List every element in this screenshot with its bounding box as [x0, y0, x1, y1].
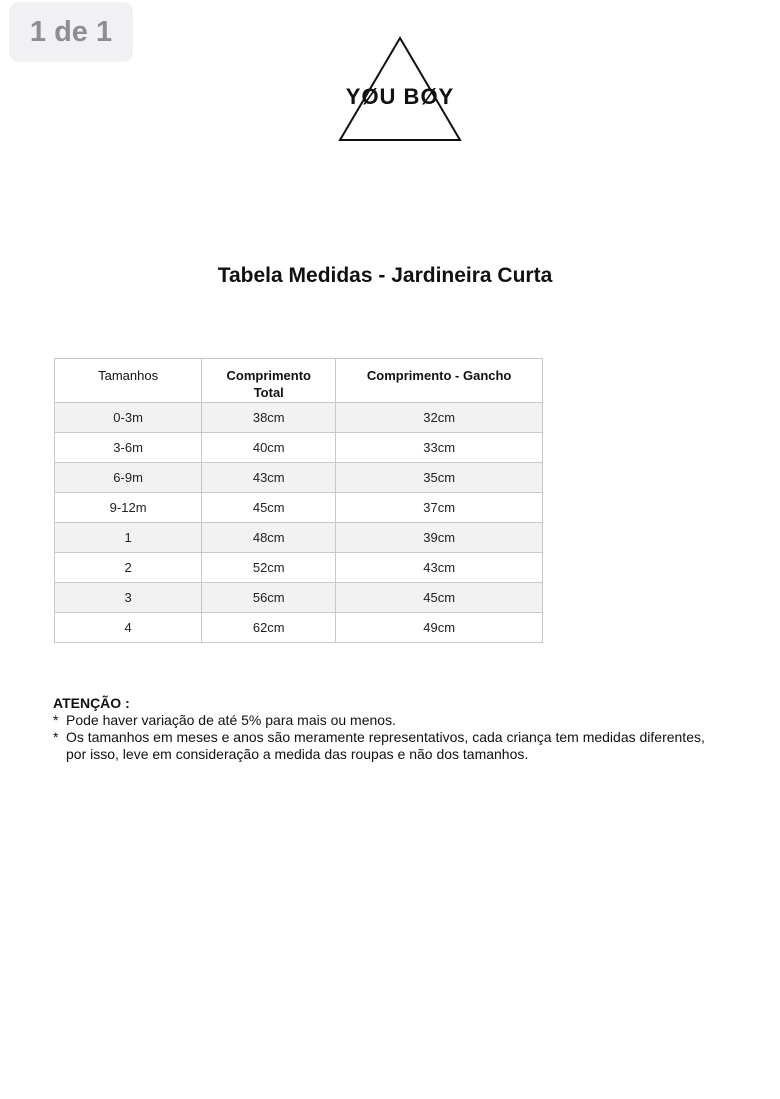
- size-cell: 4: [55, 613, 202, 643]
- table-row: [55, 613, 543, 643]
- total-length-cell: 52cm: [202, 553, 336, 583]
- crotch-length-cell: 43cm: [336, 553, 543, 583]
- crotch-length-cell: 49cm: [336, 613, 543, 643]
- asterisk-bullet: *: [53, 712, 59, 728]
- notes-heading: ATENÇÃO :: [53, 695, 130, 711]
- table-row: [55, 553, 543, 583]
- logo-text: YØU BØY: [345, 84, 455, 109]
- table-row: [55, 463, 543, 493]
- page-indicator: 1 de 1: [9, 2, 133, 62]
- column-header-comprimento-total: Comprimento Total: [202, 359, 336, 403]
- size-cell: 0-3m: [55, 403, 202, 433]
- size-cell: 6-9m: [55, 463, 202, 493]
- table-row: [55, 523, 543, 553]
- crotch-length-cell: 35cm: [336, 463, 543, 493]
- size-cell: 3: [55, 583, 202, 613]
- total-length-cell: 56cm: [202, 583, 336, 613]
- note-item: [53, 729, 713, 763]
- crotch-length-cell: 45cm: [336, 583, 543, 613]
- total-length-cell: 48cm: [202, 523, 336, 553]
- total-length-cell: 38cm: [202, 403, 336, 433]
- size-cell: 9-12m: [55, 493, 202, 523]
- table-row: [55, 583, 543, 613]
- note-text: Os tamanhos em meses e anos são meramente representativos, cada criança tem medidas diferentes, por isso, leve em consideração a medida das roupas e não dos tamanhos.: [66, 729, 705, 762]
- note-text: Pode haver variação de até 5% para mais ou menos.: [66, 712, 396, 728]
- table-row: [55, 433, 543, 463]
- column-header-comprimento-gancho: Comprimento - Gancho: [336, 359, 543, 403]
- page-title: Tabela Medidas - Jardineira Curta: [217, 264, 553, 287]
- total-length-cell: 40cm: [202, 433, 336, 463]
- total-length-cell: 45cm: [202, 493, 336, 523]
- size-cell: 3-6m: [55, 433, 202, 463]
- crotch-length-cell: 39cm: [336, 523, 543, 553]
- asterisk-bullet: *: [53, 729, 59, 745]
- total-length-cell: 62cm: [202, 613, 336, 643]
- table-row: [55, 493, 543, 523]
- column-header-tamanhos: Tamanhos: [55, 359, 202, 403]
- table-header-row: [55, 359, 543, 403]
- total-length-cell: 43cm: [202, 463, 336, 493]
- crotch-length-cell: 32cm: [336, 403, 543, 433]
- crotch-length-cell: 33cm: [336, 433, 543, 463]
- brand-logo: [330, 32, 470, 146]
- size-cell: 2: [55, 553, 202, 583]
- table-row: [55, 403, 543, 433]
- size-table: [54, 358, 543, 643]
- note-item: [53, 712, 713, 729]
- size-cell: 1: [55, 523, 202, 553]
- crotch-length-cell: 37cm: [336, 493, 543, 523]
- notes-section: [53, 695, 713, 763]
